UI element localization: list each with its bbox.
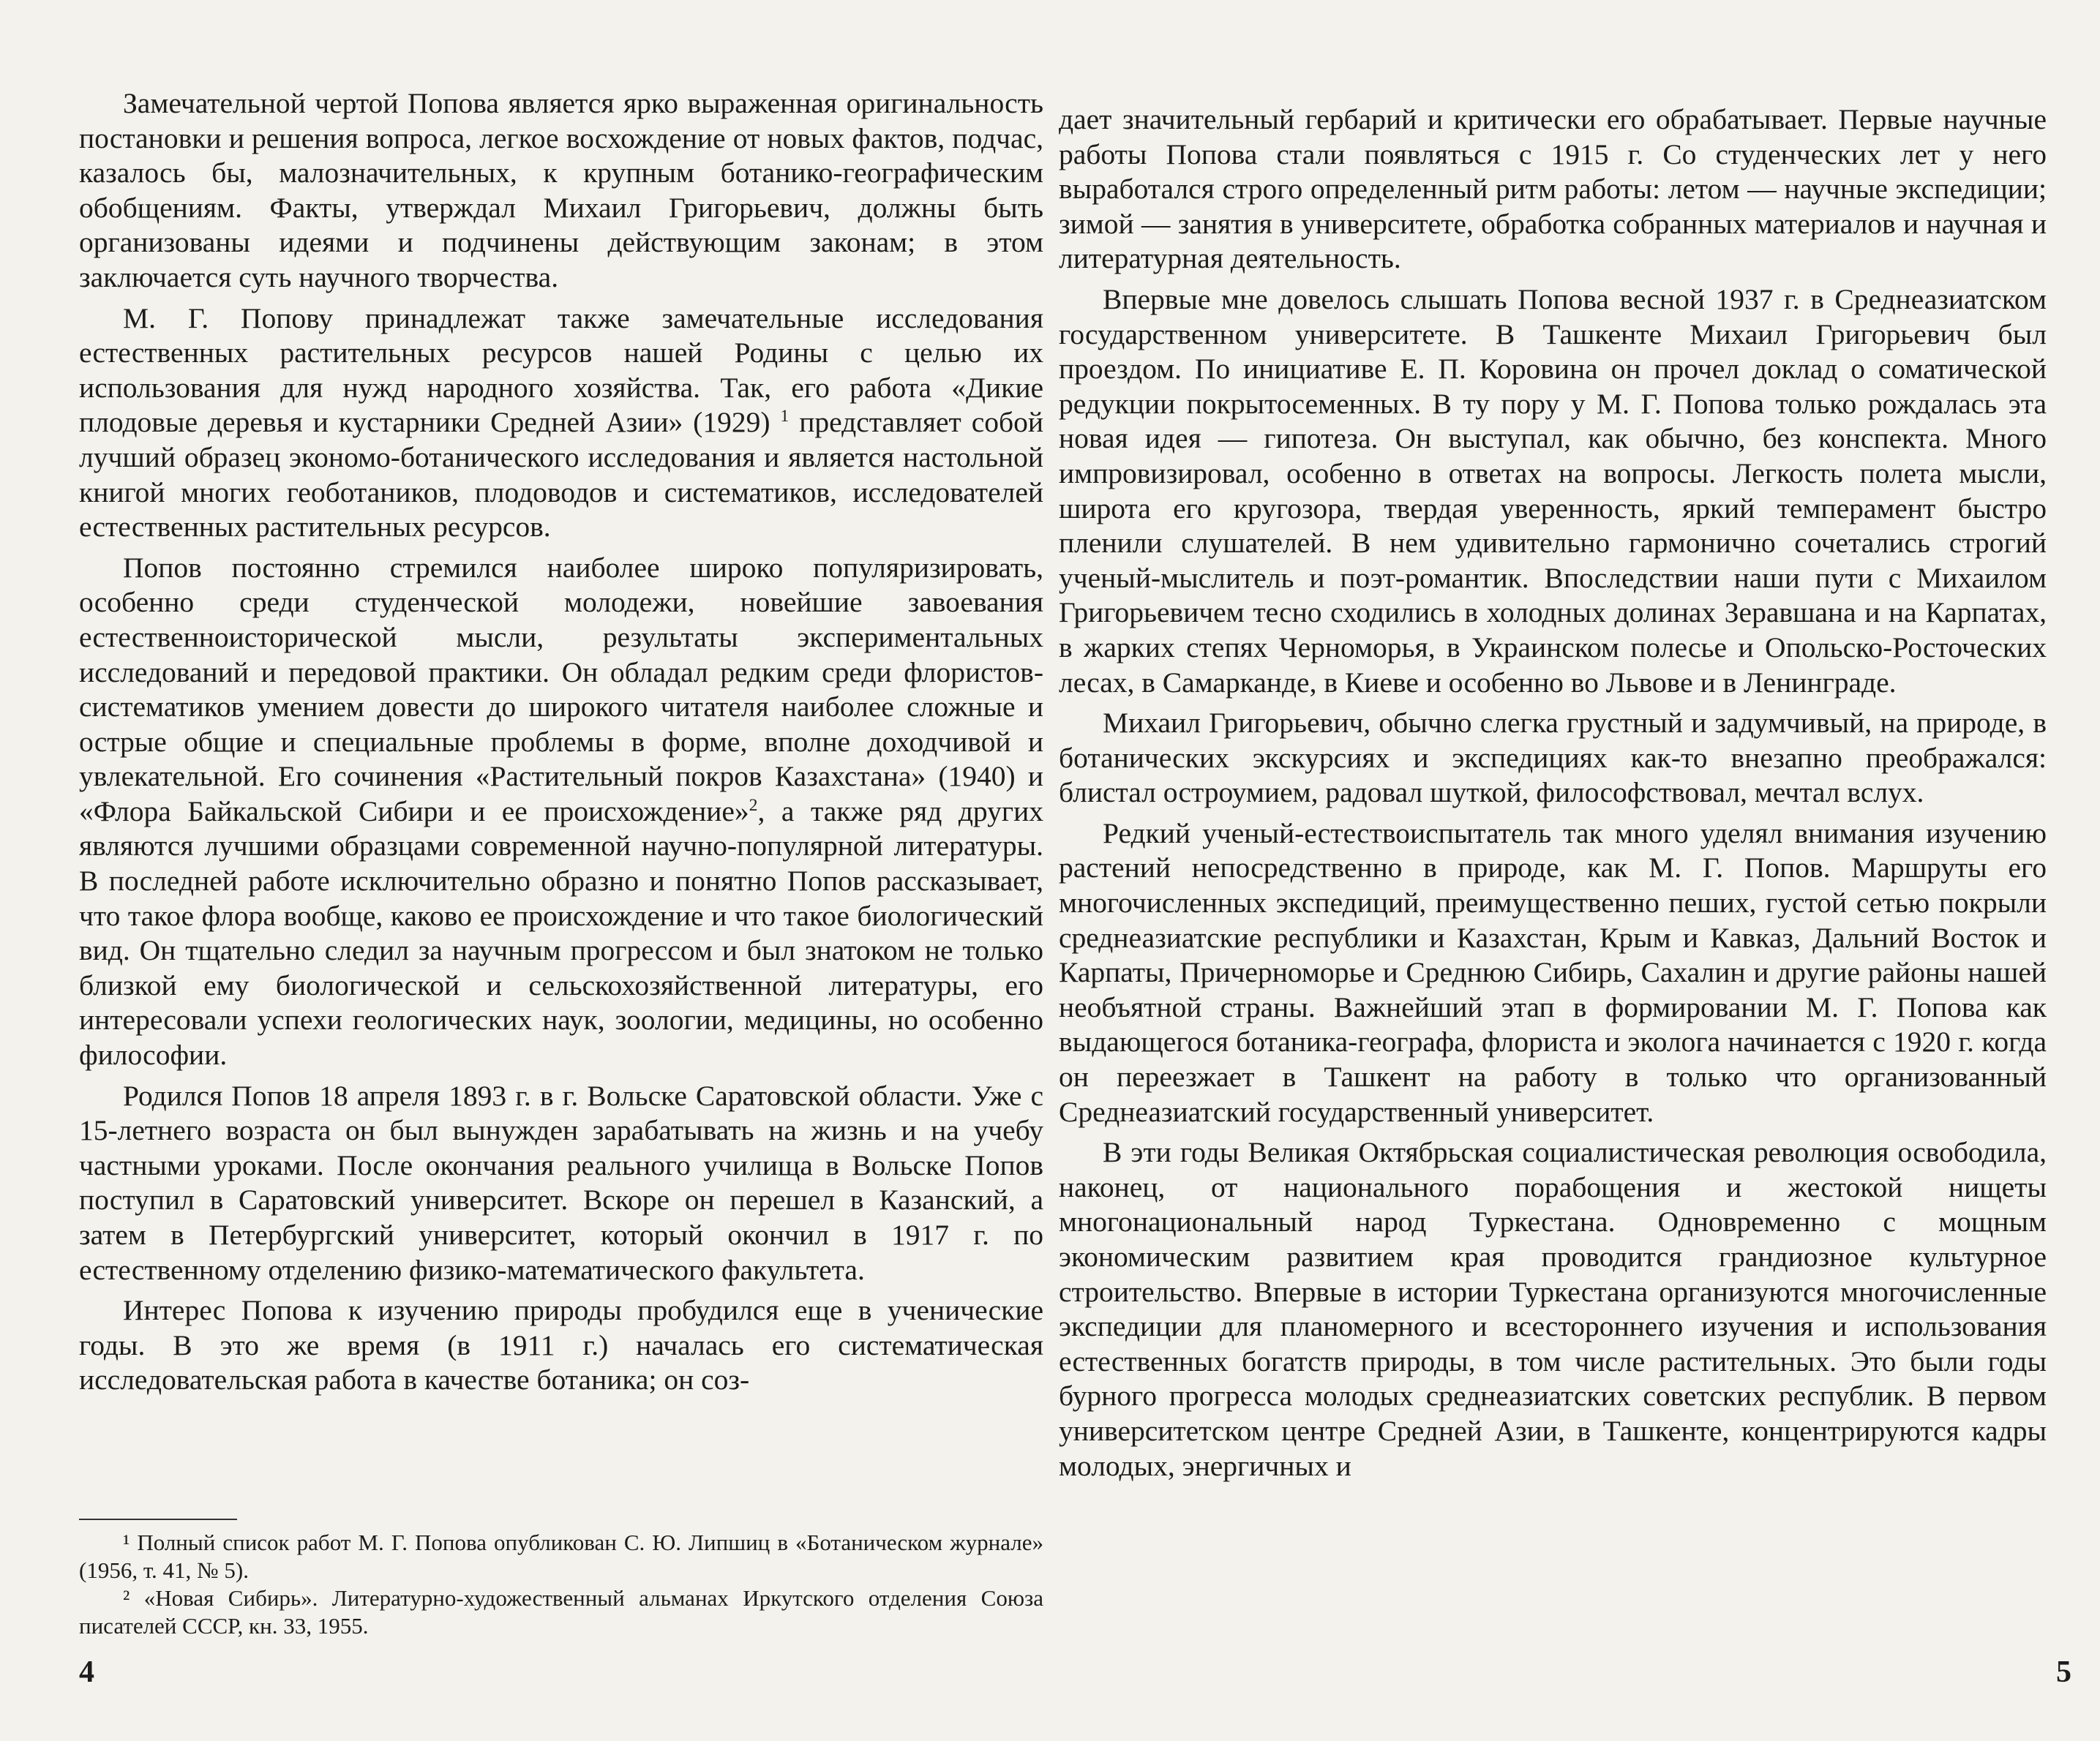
right-page-body <box>1059 102 2047 1489</box>
paragraph: Редкий ученый-естествоиспытатель так много уделял внимания изучению растений непосредственно в природе, как М. Г. Попов. Маршруты его многочисленных экспедиций, преимущественно пеших, густой сетью покрыли среднеазиатские республики и Казахстан, Крым и Кавказ, Дальний Восток и Карпаты, Причерноморье и Среднюю Сибирь, Сахалин и другие районы нашей необъятной страны. Важнейший этап в формировании М. Г. Попова как выдающегося ботаника-географа, флориста и эколога начинается с 1920 г. когда он переезжает в Ташкент на работу в только что организованный Среднеазиатский государственный университет. <box>1059 816 2047 1128</box>
page-number: 5 <box>2056 1655 2071 1689</box>
footnote: ¹ Полный список работ М. Г. Попова опубликован С. Ю. Липшиц в «Ботаническом журнале» (1956, т. 41, № 5). <box>79 1530 1043 1583</box>
page-number: 4 <box>79 1655 94 1689</box>
paragraph <box>79 551 1043 1073</box>
footnote-ref: 2 <box>749 795 758 815</box>
paragraph <box>79 301 1043 545</box>
footnote-divider <box>79 1519 237 1520</box>
paragraph-text: представляет собой лучший образец экономо-ботанического исследования и является настольной книгой многих геоботаников, плодоводов и систематиков, исследователей естественных растительных ресурсов. <box>79 406 1044 544</box>
paragraph: Впервые мне довелось слышать Попова весной 1937 г. в Среднеазиатском государственном университете. В Ташкенте Михаил Григорьевич был проездом. По инициативе Е. П. Коровина он прочел доклад о соматической редукции покрытосеменных. В ту пору у М. Г. Попова только рождалась эта новая идея — гипотеза. Он выступал, как обычно, без конспекта. Много импровизировал, особенно в ответах на вопросы. Легкость полета мысли, широта его кругозора, твердая уверенность, яркий темперамент быстро пленили слушателей. В нем удивительно гармонично сочетались строгий ученый-мыслитель и поэт-романтик. Впоследствии наши пути с Михаилом Григорьевичем тесно сходились в холодных долинах Зеравшана и на Карпатах, в жарких степях Черноморья, в Украинском полесье и Опольско-Росточеских лесах, в Самарканде, в Киеве и особенно во Львове и в Ленинграде. <box>1059 282 2047 699</box>
paragraph-text: Попов постоянно стремился наиболее широко популяризировать, особенно среди студенческой молодежи, новейшие завоевания естественноисторической мысли, результаты экспериментальных исследований и передовой практики. Он обладал редким среди флористов-систематиков умением довести до широкого читателя наиболее сложные и острые общие и специальные проблемы в форме, вполне доходчивой и увлекательной. Его сочинения «Растительный покров Казахстана» (1940) и «Флора Байкальской Сибири и ее происхождение» <box>79 551 1043 827</box>
paragraph-text: М. Г. Попову принадлежат также замечательные исследования естественных растительных ресурсов нашей Родины с целью их использования для нужд народного хозяйства. Так, его работа «Дикие плодовые деревья и кустарники Средней Азии» (1929) <box>79 301 1043 439</box>
paragraph-text: , а также ряд других являются лучшими образцами современной научно-популярной литературы. В последней работе исключительно образно и понятно Попов рассказывает, что такое флора вообще, каково ее происхождение и что такое биологический вид. Он тщательно следил за научным прогрессом и был знатоком не только близкой ему биологической и сельскохозяйственной литературы, его интересовали успехи геологических наук, зоологии, медицины, но особенно философии. <box>79 794 1043 1072</box>
paragraph: Михаил Григорьевич, обычно слегка грустный и задумчивый, на природе, в ботанических экскурсиях и экспедициях как-то внезапно преображался: блистал остроумием, радовал шуткой, философствовал, мечтал вслух. <box>1059 707 2047 809</box>
paragraph: Родился Попов 18 апреля 1893 г. в г. Вольске Саратовской области. Уже с 15-летнего возраста он был вынужден зарабатывать на жизнь и на учебу частными уроками. После окончания реального училища в Вольске Попов поступил в Саратовский университет. Вскоре он перешел в Казанский, а затем в Петербургский университет, который окончил в 1917 г. по естественному отделению физико-математического факультета. <box>79 1079 1043 1286</box>
paragraph: дает значительный гербарий и критически его обрабатывает. Первые научные работы Попова стали появляться с 1915 г. Со студенческих лет у него выработался строго определенный ритм работы: летом — научные экспедиции; зимой — занятия в университете, обработка собранных материалов и научная и литературная деятельность. <box>1059 103 2047 275</box>
paragraph: Интерес Попова к изучению природы пробудился еще в ученические годы. В это же время (в 1911 г.) началась его систематическая исследовательская работа в качестве ботаника; он соз- <box>79 1294 1043 1396</box>
left-page-body <box>79 86 1043 1404</box>
right-page <box>1050 0 2100 1741</box>
footnote: ² «Новая Сибирь». Литературно-художественный альманах Иркутского отделения Союза писателей СССР, кн. 33, 1955. <box>79 1585 1043 1639</box>
paragraph: Замечательной чертой Попова является ярко выраженная оригинальность постановки и решения вопроса, легкое восхождение от новых фактов, подчас, казалось бы, малозначительных, к крупным ботанико-географическим обобщениям. Факты, утверждал Михаил Григорьевич, должны быть организованы идеями и подчинены действующим законам; в этом заключается суть научного творчества. <box>79 87 1043 293</box>
footnotes <box>79 1529 1043 1640</box>
footnote-ref: 1 <box>780 407 790 426</box>
paragraph: В эти годы Великая Октябрьская социалистическая революция освободила, наконец, от национального порабощения и жестокой нищеты многонациональный народ Туркестана. Одновременно с мощным экономическим развитием края проводится грандиозное культурное строительство. Впервые в истории Туркестана организуются многочисленные экспедиции для планомерного и всестороннего изучения и использования естественных богатств природы, в том числе растительных. Это были годы бурного прогресса молодых среднеазиатских советских республик. В первом университетском центре Средней Азии, в Ташкенте, концентрируются кадры молодых, энергичных и <box>1059 1136 2047 1482</box>
